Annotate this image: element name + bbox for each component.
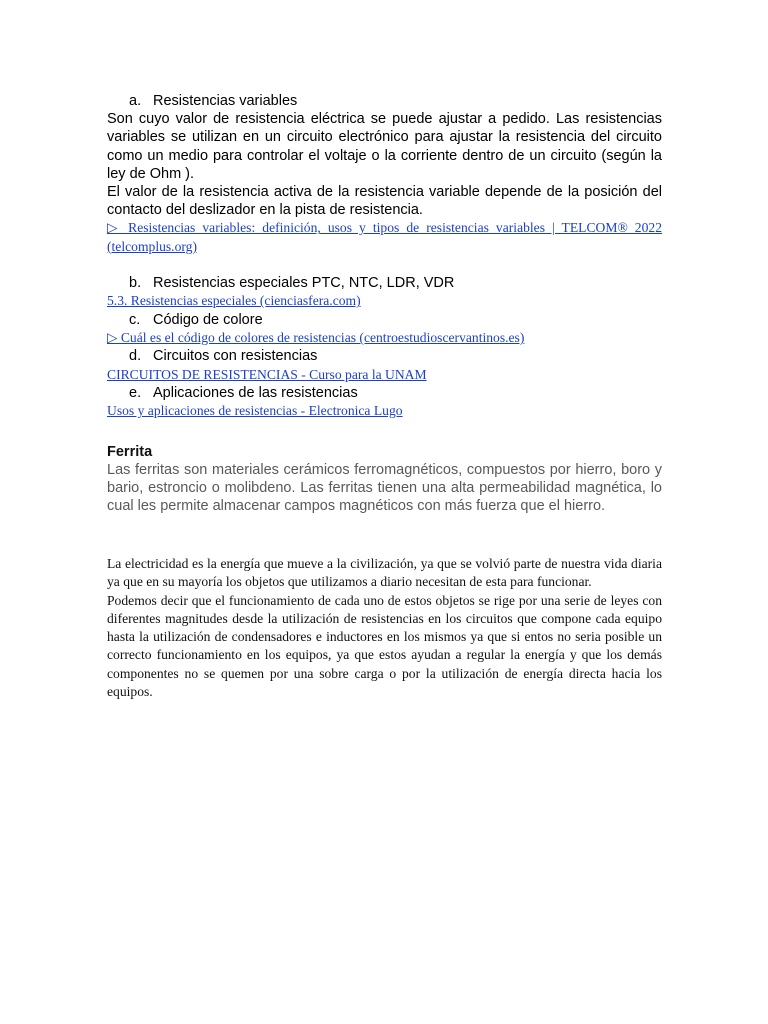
list-marker-c: c. (129, 311, 141, 328)
spacer (107, 256, 662, 274)
list-item-a (107, 92, 662, 110)
variables-paragraph-1: Son cuyo valor de resistencia eléctrica se puede ajustar a pedido. Las resistencias variables se utilizan en un circuito electrónico para ajustar la resistencia del circuito como un medio para controlar el voltaje o la corriente dentro de un circuito (según la ley de Ohm ). (107, 111, 662, 182)
list-label-b: Resistencias especiales PTC, NTC, LDR, VDR (153, 275, 455, 292)
list-item-d (107, 347, 662, 365)
conclusion-paragraph-1: La electricidad es la energía que mueve a la civilización, ya que se volvió parte de nuestra vida diaria ya que en su mayoría los objetos que utilizamos a diario necesitan de esta para funcionar. (107, 556, 662, 590)
list-label-c: Código de colore (153, 311, 263, 328)
list-item-e (107, 384, 662, 402)
document-page (107, 92, 662, 701)
list-label-d: Circuitos con resistencias (153, 348, 318, 365)
conclusion-paragraph-2: Podemos decir que el funcionamiento de cada uno de estos objetos se rige por una serie de leyes con diferentes magnitudes desde la utilización de resistencias en los circuitos que compone cada equipo hasta la utilización de condensadores e inductores en los mismos ya que si entos no seria posible un correcto funcionamiento en los equipos, ya que estos ayudan a regular la energía y que los demás componentes no se quemen por una sobre carga o por la utilización de energía directa hacia los equipos. (107, 592, 662, 699)
link-lugo[interactable]: Usos y aplicaciones de resistencias - Electronica Lugo (107, 403, 403, 419)
variables-paragraph-2: El valor de la resistencia activa de la resistencia variable depende de la posición del contacto del deslizador en la pista de resistencia. (107, 184, 662, 219)
list-marker-d: d. (129, 348, 142, 365)
link-unam[interactable]: CIRCUITOS DE RESISTENCIAS - Curso para la UNAM (107, 366, 427, 382)
link-cervantinos[interactable]: ▷ Cuál es el código de colores de resistencias (centroestudioscervantinos.es) (107, 330, 525, 346)
list-item-b (107, 274, 662, 292)
spacer (107, 421, 662, 443)
list-marker-b: b. (129, 275, 142, 292)
list-item-c (107, 311, 662, 329)
ferrita-heading: Ferrita (107, 443, 153, 460)
ferrita-paragraph: Las ferritas son materiales cerámicos ferromagnéticos, compuestos por hierro, boro y bario, estroncio o molibdeno. Las ferritas tienen una alta permeabilidad magnética, lo cual les permite almacenar campos magnéticos con más fuerza que el hierro. (107, 461, 662, 515)
list-marker-a: a. (129, 93, 142, 109)
list-label-a: Resistencias variables (153, 93, 298, 109)
list-label-e: Aplicaciones de las resistencias (153, 385, 358, 402)
spacer (107, 515, 662, 555)
link-telcom[interactable]: ▷ Resistencias variables: definición, usos y tipos de resistencias variables | TELCOM® 2022 (telcomplus.org) (107, 220, 662, 254)
list-marker-e: e. (129, 385, 142, 402)
link-cienciasfera[interactable]: 5.3. Resistencias especiales (cienciasfera.com) (107, 293, 361, 309)
